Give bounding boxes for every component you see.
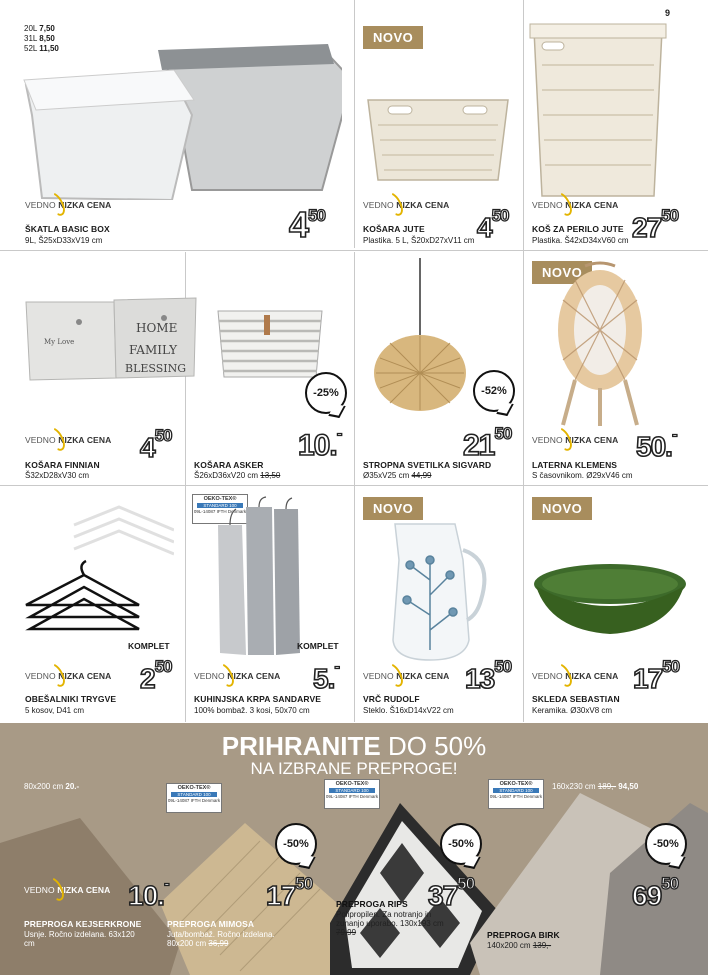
- low-price-label: VEDNO NIZKA CENA: [25, 200, 111, 210]
- rug-desc: Usnje. Ročno izdelana. 63x120 cm: [24, 930, 135, 948]
- oeko-tex-certificate: OEKO-TEX® STANDARD 100 09L-14087 IFTH Denmark: [488, 779, 544, 809]
- low-price-label: VEDNO NIZKA CENA: [532, 435, 618, 445]
- product-desc: Keramika. Ø30xV8 cm: [532, 706, 613, 715]
- product-price: 50.-: [636, 425, 677, 462]
- finnian-boxes-image: [24, 294, 199, 384]
- discount-badge: -50%: [645, 823, 687, 865]
- product-price: $2^{50}$: [140, 657, 172, 694]
- asker-basket-image: [210, 305, 330, 380]
- rug-price: $17^{50}$: [266, 874, 313, 911]
- svg-text:FAMILY: FAMILY: [129, 343, 178, 357]
- storage-box-image: [22, 40, 342, 200]
- product-desc: Š26xD36xV20 cm 13,50: [194, 471, 281, 480]
- product-desc: 5 kosov, D41 cm: [25, 706, 84, 715]
- low-price-label: VEDNO NIZKA CENA: [363, 671, 449, 681]
- product-desc: S časovnikom. Ø29xV46 cm: [532, 471, 633, 480]
- product-price: $27^{50}$: [632, 206, 679, 243]
- product-desc: 9L, Š25xD33xV19 cm: [25, 236, 103, 245]
- grid-divider: [0, 250, 708, 251]
- size-price-list: 20L 7,50 31L 8,50 52L 11,50: [24, 24, 59, 53]
- low-price-label: VEDNO NIZKA CENA: [363, 200, 449, 210]
- jug-image: [385, 520, 495, 665]
- hangers-image: [24, 495, 174, 645]
- product-price: 10.-: [298, 424, 342, 462]
- product-desc: Plastika. 5 L, Š20xD27xV11 cm: [363, 236, 475, 245]
- novo-badge: NOVO: [532, 497, 592, 520]
- product-name: ŠKATLA BASIC BOX: [25, 224, 110, 234]
- rug-name: PREPROGA RIPS: [336, 899, 408, 909]
- product-price: $17^{50}$: [633, 657, 680, 694]
- rug-desc: 140x200 cm 139,-: [487, 941, 552, 950]
- product-price: 5.-: [313, 657, 340, 694]
- product-name: STROPNA SVETILKA SIGVARD: [363, 460, 492, 470]
- rug-price: 10.-: [128, 874, 169, 911]
- product-name: KOŠARA ASKER: [194, 460, 264, 470]
- low-price-label: VEDNO NIZKA CENA: [194, 671, 280, 681]
- low-price-label: VEDNO NIZKA CENA: [24, 885, 110, 895]
- low-price-label: VEDNO NIZKA CENA: [532, 671, 618, 681]
- product-price: $21^{50}$: [463, 424, 512, 462]
- product-desc: Plastika. Š42xD34xV60 cm: [532, 236, 629, 245]
- grid-divider: [354, 252, 355, 722]
- product-desc: 100% bombaž. 3 kosi, 50x70 cm: [194, 706, 310, 715]
- svg-text:My Love: My Love: [44, 338, 75, 346]
- rug-name: PREPROGA KEJSERKRONE: [24, 919, 142, 929]
- jute-basket-image: [358, 90, 518, 190]
- product-desc: Š32xD28xV30 cm: [25, 471, 90, 480]
- product-price: $4^{50}$: [289, 204, 325, 245]
- lantern-image: [545, 260, 655, 430]
- product-desc: Steklo. Š16xD14xV22 cm: [363, 706, 454, 715]
- pendant-lamp-image: [370, 258, 470, 413]
- promo-subtitle: NA IZBRANE PREPROGE!: [250, 759, 458, 778]
- discount-badge: -50%: [275, 823, 317, 865]
- page-number: 9: [664, 8, 670, 18]
- oeko-tex-certificate: OEKO-TEX® STANDARD 100 09L-14087 IFTH Denmark: [166, 783, 222, 813]
- novo-badge: NOVO: [363, 497, 423, 520]
- svg-text:BLESSING: BLESSING: [125, 362, 187, 375]
- rug-name: PREPROGA BIRK: [487, 930, 560, 940]
- product-name: KOŠARA JUTE: [363, 224, 425, 234]
- product-price: $4^{50}$: [477, 206, 509, 243]
- discount-badge: -25%: [305, 372, 347, 414]
- product-price: $4^{50}$: [140, 426, 172, 463]
- rug-price: $69^{50}$: [632, 874, 679, 911]
- kitchen-towels-image: [214, 495, 304, 660]
- product-name: VRČ RUDOLF: [363, 694, 420, 704]
- grid-divider: [354, 0, 355, 248]
- rug-size-price-right: 160x230 cm 189,- 94,50: [552, 782, 639, 791]
- svg-text:HOME: HOME: [136, 321, 178, 335]
- rug-desc: Juta/bombaž. Ročno izdelana. 80x200 cm 36,99: [167, 930, 275, 948]
- product-name: KOŠ ZA PERILO JUTE: [532, 224, 624, 234]
- bowl-image: [530, 560, 690, 640]
- product-name: KUHINJSKA KRPA SANDARVE: [194, 694, 321, 704]
- discount-badge: -50%: [440, 823, 482, 865]
- novo-badge: NOVO: [532, 261, 592, 284]
- discount-badge: -52%: [473, 370, 515, 412]
- product-price: $13^{50}$: [465, 657, 512, 694]
- product-name: KOŠARA FINNIAN: [25, 460, 100, 470]
- low-price-label: VEDNO NIZKA CENA: [25, 435, 111, 445]
- novo-badge: NOVO: [363, 26, 423, 49]
- low-price-label: VEDNO NIZKA CENA: [532, 200, 618, 210]
- rug-desc: Polipropilen. Za notranjo in zunanjo uporabo. 130x193 cm 79,99: [336, 910, 444, 937]
- rugs-promo-section: [0, 723, 708, 975]
- rug-price: $37^{50}$: [428, 874, 475, 911]
- laundry-basket-image: [528, 20, 668, 200]
- set-label: KOMPLET: [128, 641, 170, 651]
- product-name: OBEŠALNIKI TRYGVE: [25, 694, 117, 704]
- grid-divider: [0, 485, 708, 486]
- oeko-tex-certificate: OEKO-TEX® STANDARD 100 09L-14087 IFTH Denmark: [324, 779, 380, 809]
- low-price-label: VEDNO NIZKA CENA: [25, 671, 111, 681]
- set-label: KOMPLET: [297, 641, 339, 651]
- rug-size-price-left: 80x200 cm 20.-: [24, 782, 80, 791]
- product-desc: Ø35xV25 cm 44,99: [363, 471, 432, 480]
- promo-title: PRIHRANITE DO 50%: [221, 731, 487, 761]
- product-name: SKLEDA SEBASTIAN: [532, 694, 620, 704]
- grid-divider: [523, 0, 524, 722]
- product-name: LATERNA KLEMENS: [532, 460, 618, 470]
- oeko-tex-certificate: OEKO-TEX® STANDARD 100 09L-14087 IFTH Denmark: [192, 494, 248, 524]
- rug-name: PREPROGA MIMOSA: [167, 919, 255, 929]
